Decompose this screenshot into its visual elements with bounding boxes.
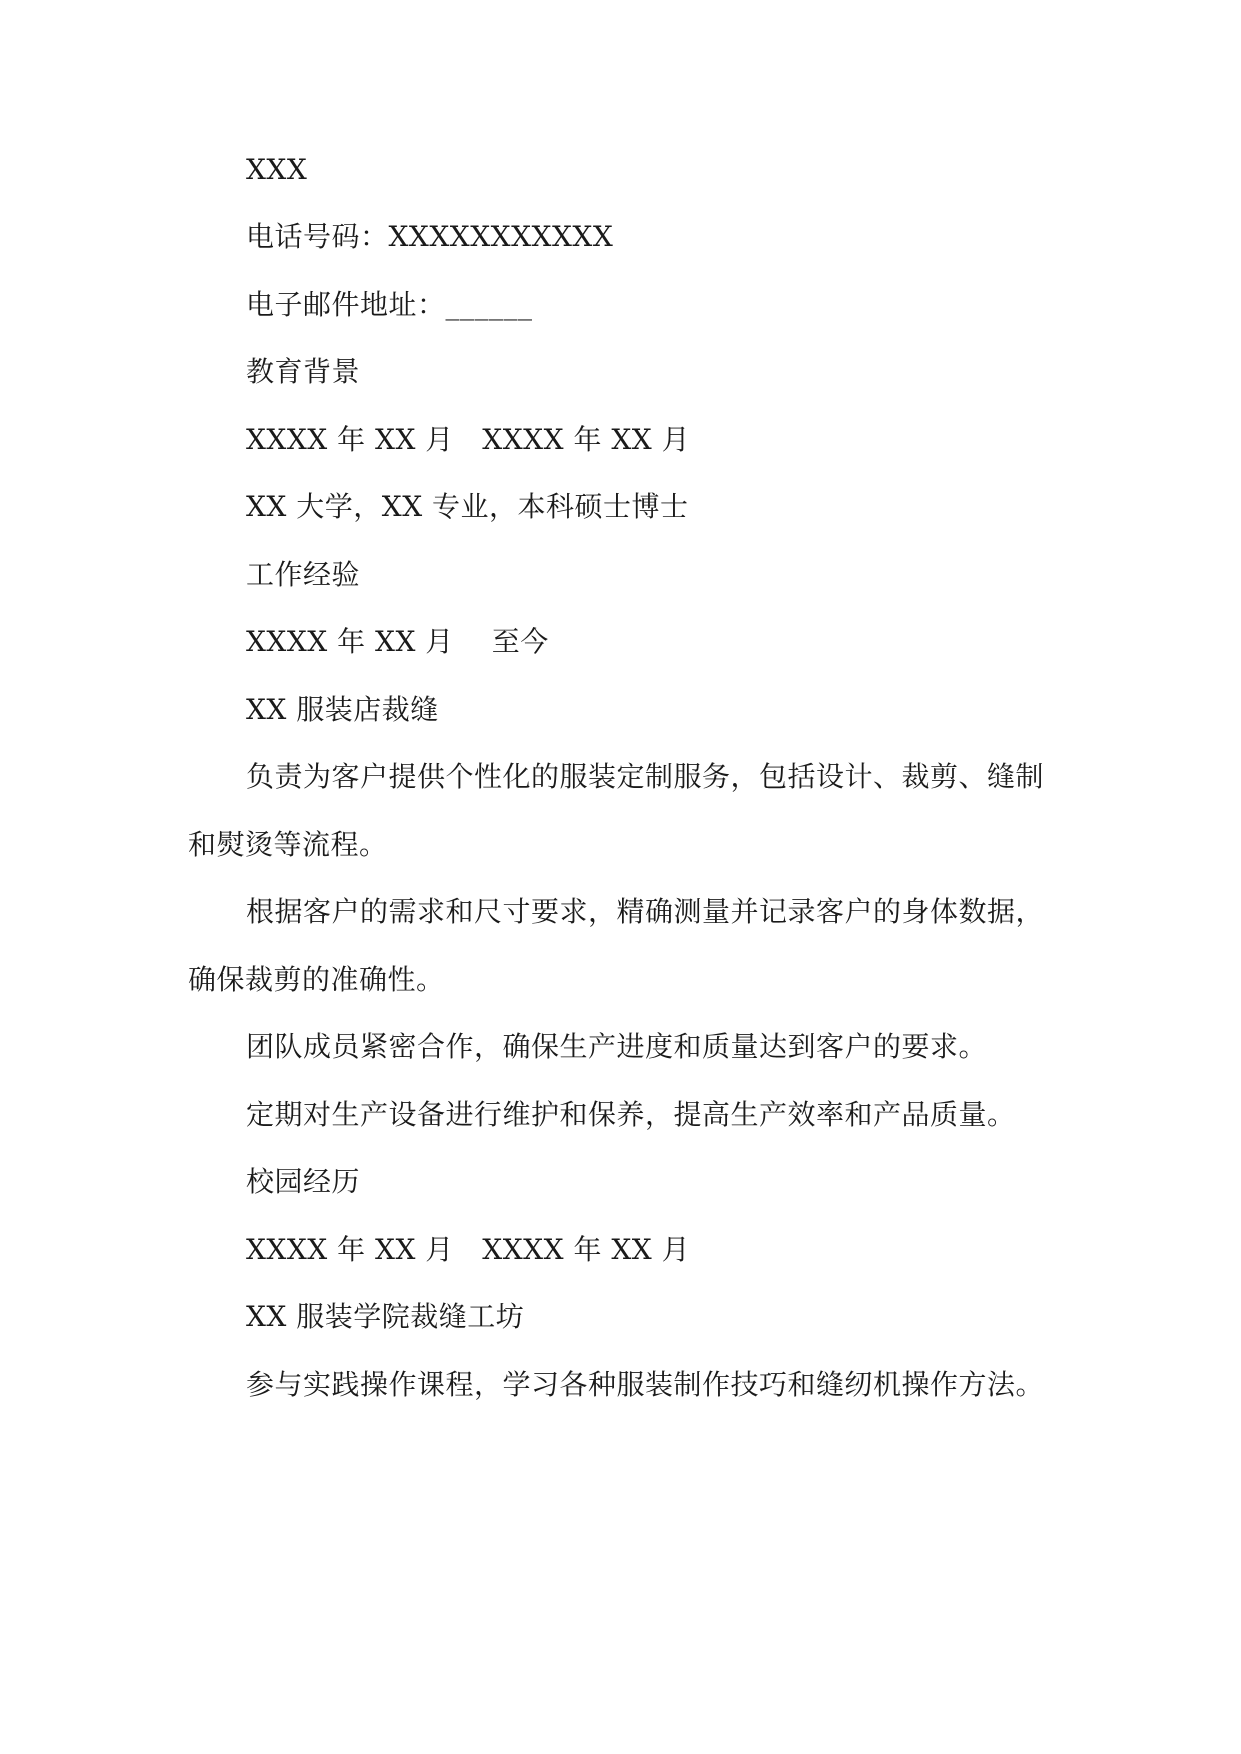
work-duty-2-line-2: 确保裁剪的准确性。 bbox=[188, 963, 445, 996]
work-duty-2-line-1: 根据客户的需求和尺寸要求，精确测量并记录客户的身体数据， bbox=[246, 895, 1045, 928]
education-detail: XX 大学，XX 专业，本科硕士博士 bbox=[246, 490, 689, 523]
resume-name: XXX bbox=[246, 153, 308, 186]
work-duty-1-line-1: 负责为客户提供个性化的服装定制服务，包括设计、裁剪、缝制 bbox=[246, 760, 1045, 793]
campus-dates: XXXX 年 XX 月 XXXX 年 XX 月 bbox=[246, 1233, 691, 1266]
campus-activity: 参与实践操作课程，学习各种服装制作技巧和缝纫机操作方法。 bbox=[246, 1368, 1045, 1401]
work-dates: XXXX 年 XX 月 至今 bbox=[246, 625, 549, 658]
education-dates: XXXX 年 XX 月 XXXX 年 XX 月 bbox=[246, 423, 691, 456]
work-duty-4: 定期对生产设备进行维护和保养，提高生产效率和产品质量。 bbox=[246, 1098, 1016, 1131]
work-heading: 工作经验 bbox=[246, 558, 361, 591]
email-address: 电子邮件地址：______ bbox=[246, 288, 533, 321]
campus-heading: 校园经历 bbox=[246, 1165, 361, 1198]
phone-number: 电话号码：XXXXXXXXXXX bbox=[246, 220, 614, 253]
campus-organization: XX 服装学院裁缝工坊 bbox=[246, 1300, 525, 1333]
work-duty-3: 团队成员紧密合作，确保生产进度和质量达到客户的要求。 bbox=[246, 1030, 988, 1063]
work-duty-1-line-2: 和熨烫等流程。 bbox=[188, 828, 388, 861]
education-heading: 教育背景 bbox=[246, 355, 361, 388]
work-position: XX 服装店裁缝 bbox=[246, 693, 439, 726]
